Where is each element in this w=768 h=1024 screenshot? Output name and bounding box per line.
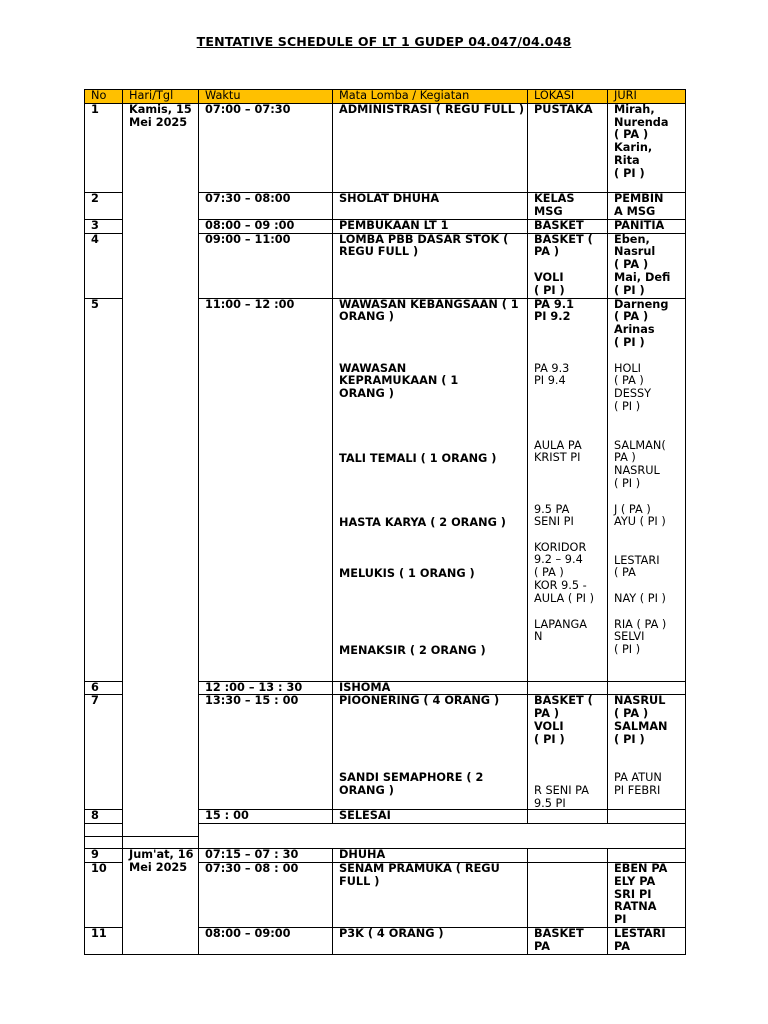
header-lokasi: LOKASI — [528, 90, 608, 104]
row-kegiatan: LOMBA PBB DASAR STOK ( REGU FULL ) — [333, 233, 528, 298]
juri-block: RIA ( PA ) SELVI ( PI ) — [614, 617, 667, 657]
row-hari-empty — [123, 837, 199, 849]
row-juri — [608, 849, 686, 863]
row-waktu: 12 :00 – 13 : 30 — [199, 681, 333, 695]
row-lokasi — [528, 695, 608, 810]
lokasi-block: LAPANGA N — [534, 617, 588, 644]
row-juri — [608, 695, 686, 810]
row-waktu: 07:30 – 08:00 — [199, 192, 333, 219]
row-no: 10 — [85, 862, 123, 927]
row-juri: LESTARI PA — [608, 927, 686, 954]
juri-block: HOLI ( PA ) DESSY ( PI ) — [614, 361, 652, 413]
header-mata-lomba: Mata Lomba / Kegiatan — [333, 90, 528, 104]
row-waktu: 08:00 – 09:00 — [199, 927, 333, 954]
row-lokasi: PUSTAKA — [528, 103, 608, 192]
row-kegiatan — [333, 695, 528, 810]
document-title: TENTATIVE SCHEDULE OF LT 1 GUDEP 04.047/04.048 — [196, 34, 572, 49]
row-juri: Eben, Nasrul ( PA ) Mai, Defi ( PI ) — [608, 233, 686, 298]
row-lokasi: BASKET PA — [528, 927, 608, 954]
row-no: 4 — [85, 233, 123, 298]
schedule-table — [84, 89, 686, 955]
kegiatan-melukis: MELUKIS ( 1 ORANG ) — [339, 566, 475, 580]
row-kegiatan: ADMINISTRASI ( REGU FULL ) — [333, 103, 528, 192]
kegiatan-tali-temali: TALI TEMALI ( 1 ORANG ) — [339, 451, 497, 465]
row-no: 1 — [85, 103, 123, 192]
lokasi-block: 9.5 PA SENI PI — [534, 502, 574, 529]
row-kegiatan: ISHOMA — [333, 681, 528, 695]
row-no — [85, 824, 123, 837]
header-hari-tgl: Hari/Tgl — [123, 90, 199, 104]
row-kegiatan: DHUHA — [333, 849, 528, 863]
row-waktu: 07:30 – 08 : 00 — [199, 862, 333, 927]
lokasi-block: R SENI PA 9.5 PI — [534, 784, 589, 810]
row-waktu: 11:00 – 12 :00 — [199, 298, 333, 681]
row-no: 7 — [85, 695, 123, 810]
row-lokasi — [528, 849, 608, 863]
row-lokasi: BASKET — [528, 219, 608, 233]
row-spacer — [199, 824, 686, 849]
row-waktu: 13:30 – 15 : 00 — [199, 695, 333, 810]
lokasi-block: BASKET ( PA ) VOLI ( PI ) — [534, 694, 593, 746]
header-juri: JURI — [608, 90, 686, 104]
juri-block: Darneng ( PA ) Arinas ( PI ) — [614, 298, 669, 349]
lokasi-block: PA 9.1 PI 9.2 — [534, 298, 574, 324]
table-header-row — [85, 90, 686, 104]
row-no: 3 — [85, 219, 123, 233]
row-waktu: 08:00 – 09 :00 — [199, 219, 333, 233]
row-juri: EBEN PA ELY PA SRI PI RATNA PI — [608, 862, 686, 927]
day-cell-jumat: Jum'at, 16 Mei 2025 — [123, 849, 199, 954]
row-juri: PANITIA — [608, 219, 686, 233]
row-no: 2 — [85, 192, 123, 219]
table-row — [85, 849, 686, 863]
header-no: No — [85, 90, 123, 104]
kegiatan-menaksir: MENAKSIR ( 2 ORANG ) — [339, 643, 486, 657]
row-lokasi — [528, 810, 608, 824]
row-lokasi — [528, 681, 608, 695]
row-no: 6 — [85, 681, 123, 695]
row-kegiatan: P3K ( 4 ORANG ) — [333, 927, 528, 954]
juri-block: SALMAN( PA ) NASRUL ( PI ) — [614, 438, 666, 490]
kegiatan-wawasan-kepramukaan: WAWASAN KEPRAMUKAAN ( 1 ORANG ) — [339, 361, 459, 401]
row-kegiatan — [333, 298, 528, 681]
row-no: 5 — [85, 298, 123, 681]
row-waktu: 07:00 – 07:30 — [199, 103, 333, 192]
kegiatan-wawasan-kebangsaan: WAWASAN KEBANGSAAN ( 1 ORANG ) — [339, 298, 519, 324]
row-no — [85, 837, 123, 849]
juri-block: NASRUL ( PA ) SALMAN ( PI ) — [614, 694, 668, 746]
lokasi-block: KORIDOR 9.2 – 9.4 ( PA ) KOR 9.5 - AULA ( PI ) — [534, 540, 595, 605]
row-waktu: 07:15 – 07 : 30 — [199, 849, 333, 863]
row-lokasi: BASKET ( PA ) VOLI ( PI ) — [528, 233, 608, 298]
kegiatan-pioonering: PIOONERING ( 4 ORANG ) — [339, 694, 500, 708]
row-waktu: 09:00 – 11:00 — [199, 233, 333, 298]
row-no: 8 — [85, 810, 123, 824]
row-no: 9 — [85, 849, 123, 863]
row-juri — [608, 681, 686, 695]
row-kegiatan: SHOLAT DHUHA — [333, 192, 528, 219]
juri-block: PA ATUN PI FEBRI — [614, 771, 662, 798]
lokasi-block: PA 9.3 PI 9.4 — [534, 361, 570, 388]
row-kegiatan: PEMBUKAAN LT 1 — [333, 219, 528, 233]
kegiatan-hasta-karya: HASTA KARYA ( 2 ORANG ) — [339, 515, 506, 529]
row-juri — [608, 298, 686, 681]
table-row — [85, 103, 686, 192]
row-lokasi: KELAS MSG — [528, 192, 608, 219]
header-waktu: Waktu — [199, 90, 333, 104]
row-juri: PEMBIN A MSG — [608, 192, 686, 219]
row-kegiatan: SENAM PRAMUKA ( REGU FULL ) — [333, 862, 528, 927]
juri-block: LESTARI ( PA NAY ( PI ) — [614, 553, 666, 605]
kegiatan-sandi-semaphore: SANDI SEMAPHORE ( 2 ORANG ) — [339, 771, 484, 798]
juri-block: J ( PA ) AYU ( PI ) — [614, 502, 666, 529]
row-lokasi — [528, 298, 608, 681]
row-lokasi — [528, 862, 608, 927]
row-waktu: 15 : 00 — [199, 810, 333, 824]
day-cell-kamis: Kamis, 15 Mei 2025 — [123, 103, 199, 836]
row-juri: Mirah, Nurenda ( PA ) Karin, Rita ( PI ) — [608, 103, 686, 192]
row-juri — [608, 810, 686, 824]
lokasi-block: AULA PA KRIST PI — [534, 438, 582, 465]
row-no: 11 — [85, 927, 123, 954]
row-kegiatan: SELESAI — [333, 810, 528, 824]
